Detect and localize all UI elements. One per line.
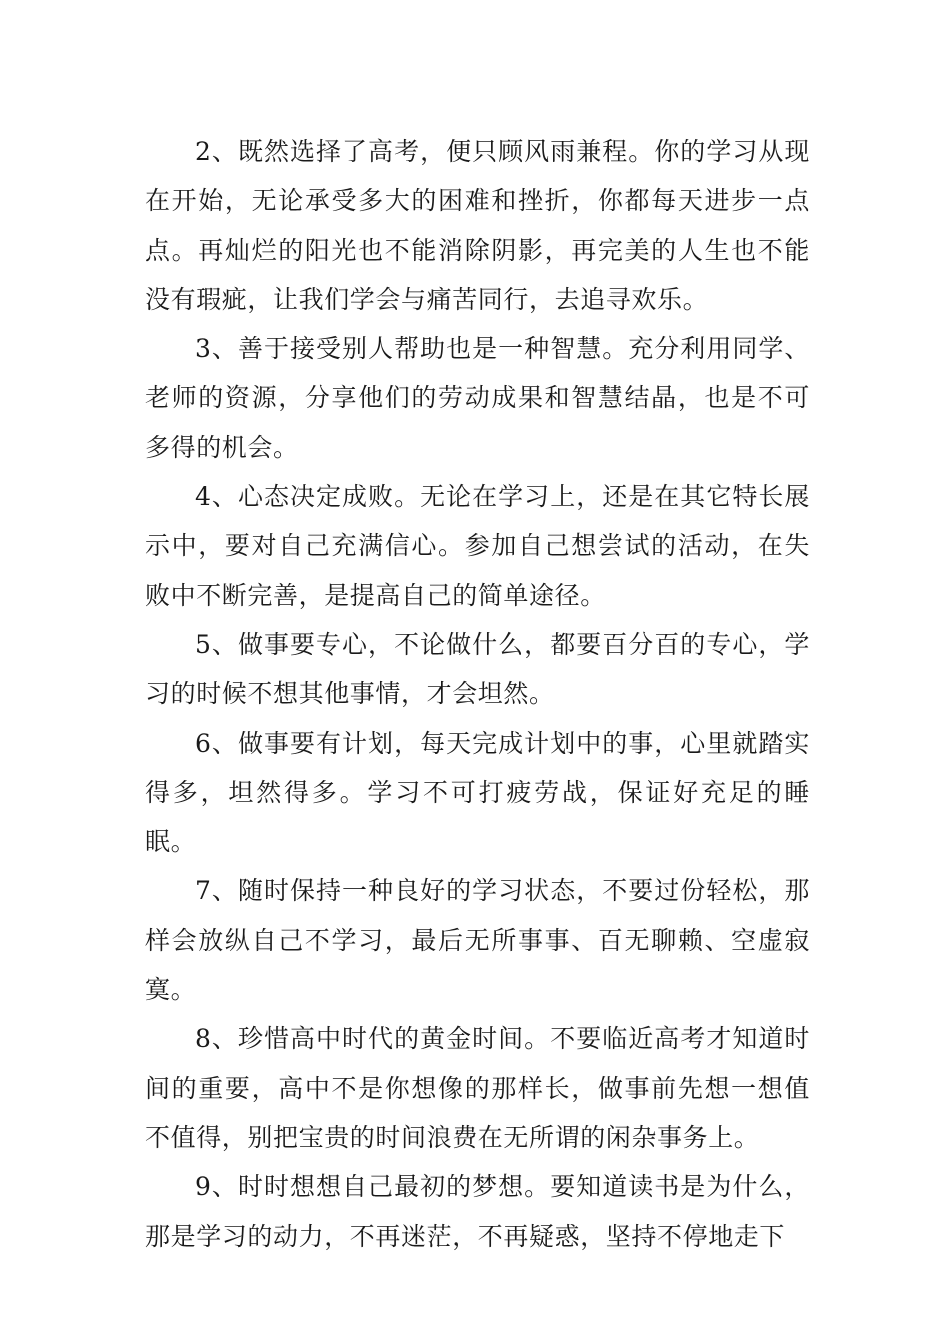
paragraph-5: 5、做事要专心，不论做什么，都要百分百的专心，学习的时候不想其他事情，才会坦然。 <box>145 629 810 709</box>
paragraph-9: 9、时时想想自己最初的梦想。要知道读书是为什么，那是学习的动力，不再迷茫，不再疑惑，坚持不停地走下 <box>145 1172 810 1251</box>
paragraph-4: 4、心态决定成败。无论在学习上，还是在其它特长展示中，要对自己充满信心。参加自己想尝试的活动，在失败中不断完善，是提高自己的简单途径。 <box>145 482 810 610</box>
paragraph-8: 8、珍惜高中时代的黄金时间。不要临近高考才知道时间的重要，高中不是你想像的那样长，做事前先想一想值不值得，别把宝贵的时间浪费在无所谓的闲杂事务上。 <box>145 1024 810 1152</box>
paragraph-3: 3、善于接受别人帮助也是一种智慧。充分利用同学、老师的资源，分享他们的劳动成果和智慧结晶，也是不可多得的机会。 <box>145 334 810 462</box>
document-body <box>145 127 810 1261</box>
paragraph-2: 2、既然选择了高考，便只顾风雨兼程。你的学习从现在开始，无论承受多大的困难和挫折，你都每天进步一点点。再灿烂的阳光也不能消除阴影，再完美的人生也不能没有瑕疵，让我们学会与痛苦同行，去追寻欢乐。 <box>145 137 810 314</box>
paragraph-7: 7、随时保持一种良好的学习状态，不要过份轻松，那样会放纵自己不学习，最后无所事事、百无聊赖、空虚寂寞。 <box>145 876 810 1005</box>
paragraph-6: 6、做事要有计划，每天完成计划中的事，心里就踏实得多，坦然得多。学习不可打疲劳战，保证好充足的睡眠。 <box>145 728 810 857</box>
